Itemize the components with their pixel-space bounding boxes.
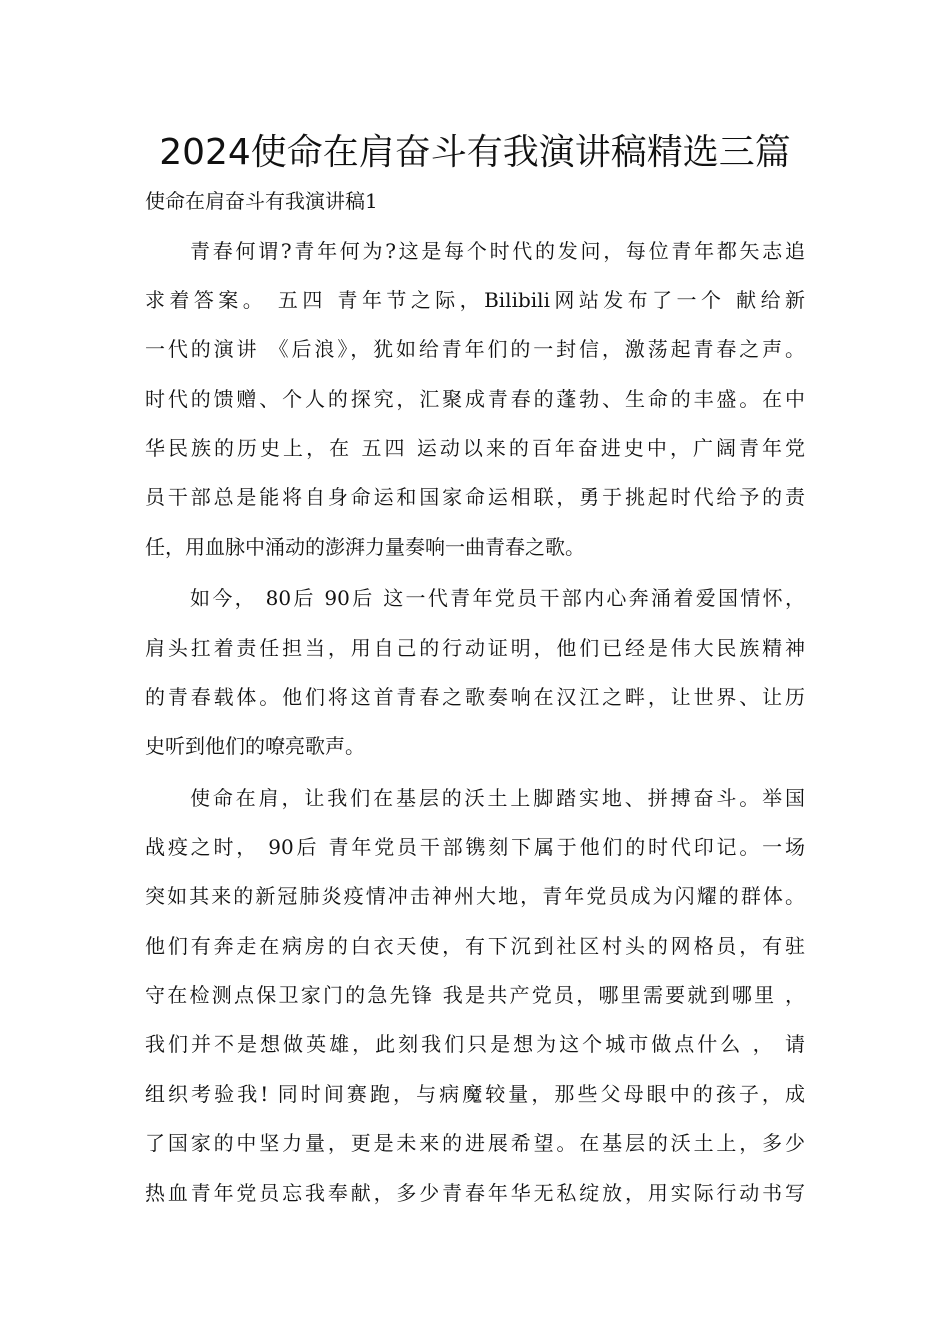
paragraph-line: 员干部总是能将自身命运和国家命运相联，勇于挑起时代给予的责 xyxy=(145,485,805,509)
paragraph-line: 如今， 80后 90后 这一代青年党员干部内心奔涌着爱国情怀， xyxy=(190,586,805,610)
paragraph-line: 他们有奔走在病房的白衣天使，有下沉到社区村头的网格员，有驻 xyxy=(145,934,805,958)
paragraph-line: 青春何谓?青年何为?这是每个时代的发问，每位青年都矢志追 xyxy=(190,239,805,263)
paragraph-line: 一代的演讲 《后浪》，犹如给青年们的一封信，激荡起青春之声。 xyxy=(145,337,805,361)
paragraph-line: 求着答案。 五四 青年节之际，Bilibili网站发布了一个 献给新 xyxy=(145,288,805,312)
paragraph-line: 了国家的中坚力量，更是未来的进展希望。在基层的沃土上，多少 xyxy=(145,1131,805,1155)
paragraph-line: 任，用血脉中涌动的澎湃力量奏响一曲青春之歌。 xyxy=(145,535,585,559)
paragraph-line: 史听到他们的嘹亮歌声。 xyxy=(145,734,365,758)
paragraph-line: 使命在肩，让我们在基层的沃土上脚踏实地、拼搏奋斗。举国 xyxy=(190,786,805,810)
paragraph-line: 华民族的历史上，在 五四 运动以来的百年奋进史中，广阔青年党 xyxy=(145,436,805,460)
paragraph-line: 时代的馈赠、个人的探究，汇聚成青春的蓬勃、生命的丰盛。在中 xyxy=(145,387,805,411)
paragraph-line: 组织考验我! 同时间赛跑，与病魔较量，那些父母眼中的孩子，成 xyxy=(145,1082,805,1106)
paragraph-line: 热血青年党员忘我奉献，多少青春年华无私绽放，用实际行动书写 xyxy=(145,1181,805,1205)
document-title: 2024使命在肩奋斗有我演讲稿精选三篇 xyxy=(159,132,791,173)
paragraph-line: 肩头扛着责任担当，用自己的行动证明，他们已经是伟大民族精神 xyxy=(145,636,805,660)
paragraph-line: 守在检测点保卫家门的急先锋 我是共产党员，哪里需要就到哪里 ， xyxy=(145,983,805,1007)
paragraph-line: 突如其来的新冠肺炎疫情冲击神州大地，青年党员成为闪耀的群体。 xyxy=(145,884,805,908)
document-subtitle: 使命在肩奋斗有我演讲稿1 xyxy=(145,189,378,213)
paragraph-line: 战疫之时， 90后 青年党员干部镌刻下属于他们的时代印记。一场 xyxy=(145,835,805,859)
paragraph-line: 我们并不是想做英雄，此刻我们只是想为这个城市做点什么 ， 请 xyxy=(145,1032,805,1056)
paragraph-line: 的青春载体。他们将这首青春之歌奏响在汉江之畔，让世界、让历 xyxy=(145,685,805,709)
